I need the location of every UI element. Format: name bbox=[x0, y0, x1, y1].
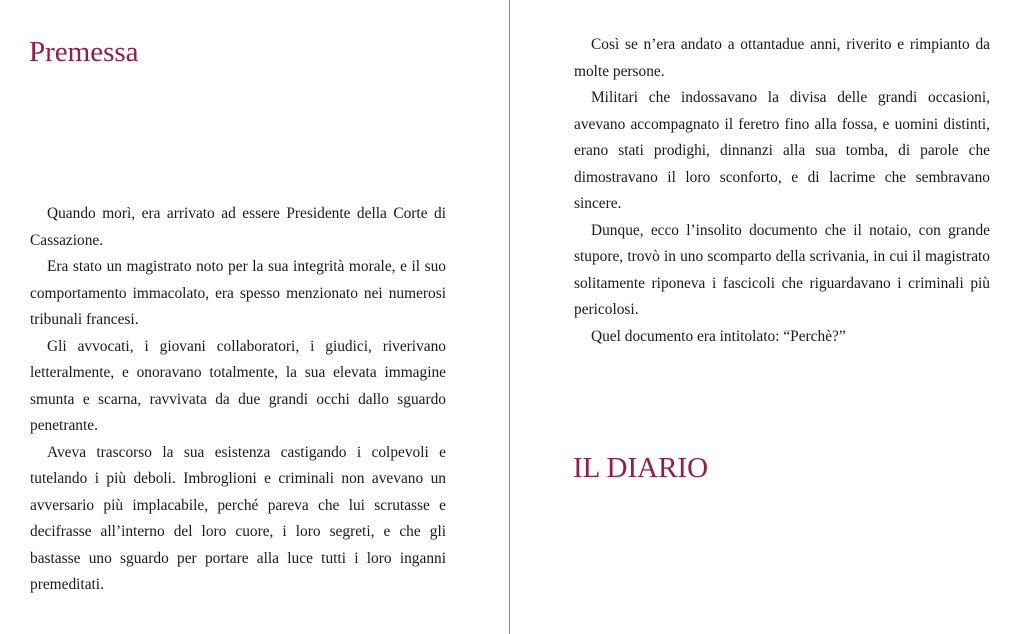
right-page-body bbox=[574, 32, 990, 350]
paragraph: Militari che indossavano la divisa delle grandi occasioni, avevano accompagnato il feretro fino alla fossa, e uomini distinti, erano stati prodighi, dinnanzi alla sua tomba, di parole che dimostravano il loro sconforto, e di lacrime che sembravano sincere. bbox=[574, 89, 990, 212]
left-page-body bbox=[30, 201, 446, 599]
chapter-title-il-diario: IL DIARIO bbox=[573, 452, 709, 484]
paragraph: Quel documento era intitolato: “Perchè?” bbox=[591, 327, 846, 345]
page-divider bbox=[509, 0, 510, 634]
paragraph: Era stato un magistrato noto per la sua integrità morale, e il suo comportamento immacolato, era spesso menzionato nei numerosi tribunali francesi. bbox=[30, 258, 446, 328]
paragraph: Quando morì, era arrivato ad essere Presidente della Corte di Cassazione. bbox=[30, 205, 446, 249]
paragraph: Dunque, ecco l’insolito documento che il notaio, con grande stupore, trovò in uno scomparto della scrivania, in cui il magistrato solitamente riponeva i fascicoli che riguardavano i criminali più pericolosi. bbox=[574, 221, 990, 318]
paragraph: Aveva trascorso la sua esistenza castigando i colpevoli e tutelando i più deboli. Imbroglioni e criminali non avevano un avversario più implacabile, perché pareva che lui scrutasse e decifrasse all’interno del loro cuore, i loro segreti, e che gli bastasse uno sguardo per portare alla luce tutti i loro inganni premeditati. bbox=[30, 443, 446, 593]
paragraph: Così se n’era andato a ottantadue anni, riverito e rimpianto da molte persone. bbox=[574, 36, 990, 80]
right-page bbox=[511, 0, 1025, 634]
paragraph: Gli avvocati, i giovani collaboratori, i giudici, riverivano letteralmente, e onoravano totalmente, la sua elevata immagine smunta e scarna, ravvivata da due grandi occhi dallo sguardo penetrante. bbox=[30, 337, 446, 434]
left-page bbox=[0, 0, 509, 634]
chapter-title-premessa: Premessa bbox=[29, 36, 139, 68]
